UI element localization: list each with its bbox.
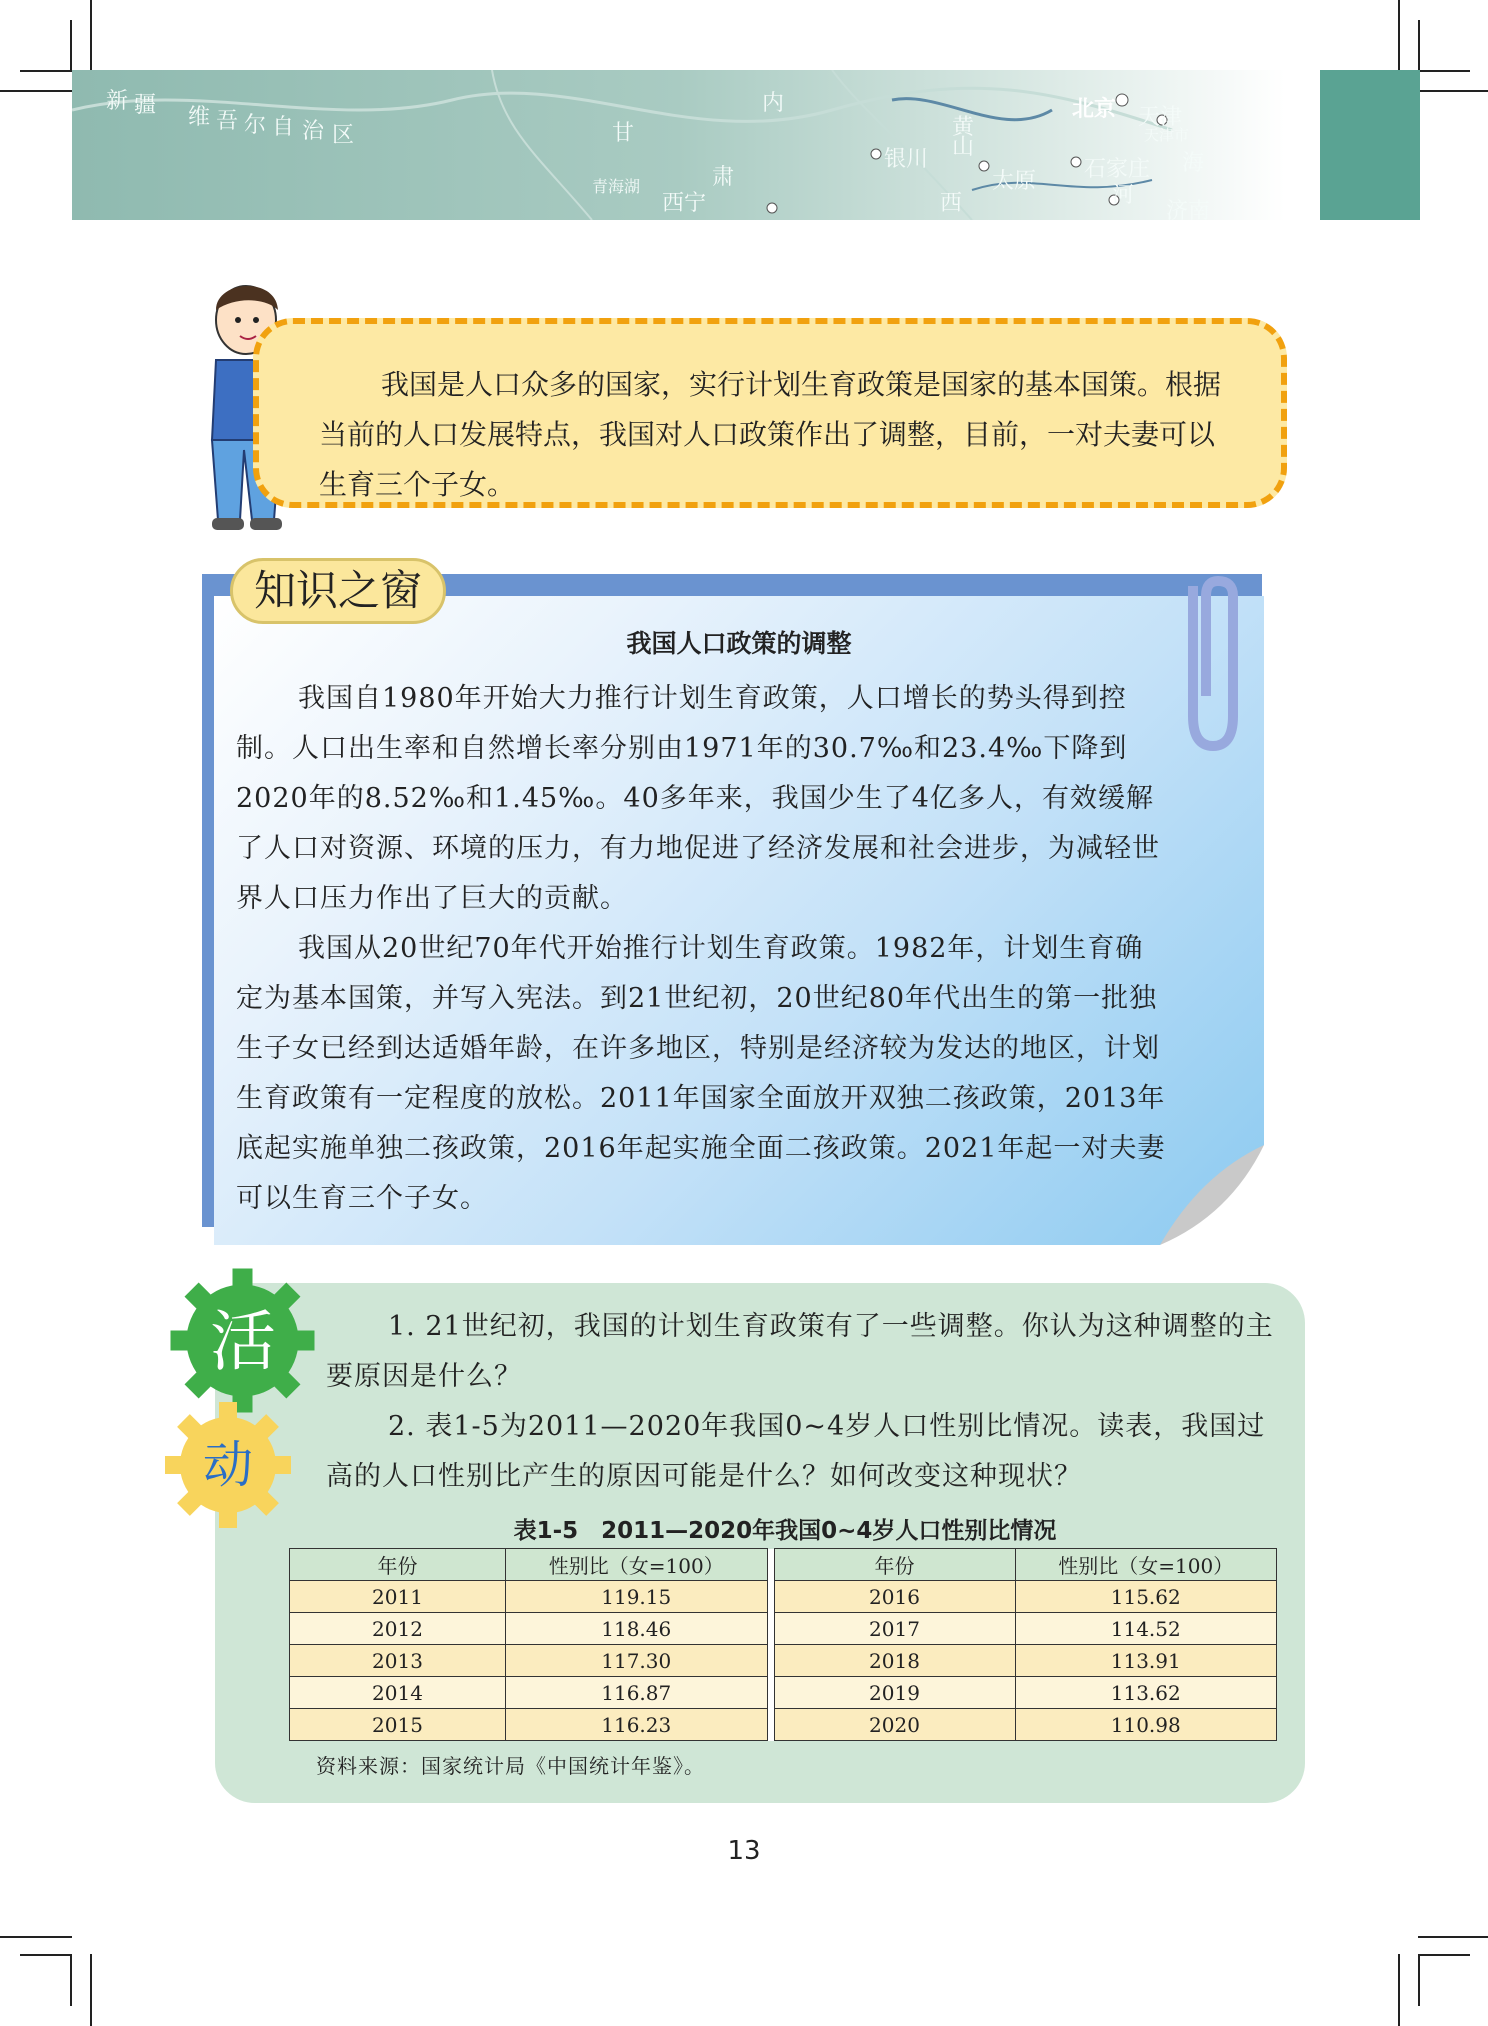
map-background bbox=[72, 70, 1420, 220]
map-label: 石家庄 bbox=[1084, 157, 1151, 182]
table-separator bbox=[767, 1613, 774, 1645]
table-cell: 2020 bbox=[774, 1709, 1015, 1741]
page-curl-icon bbox=[1160, 1145, 1264, 1245]
column-header: 性别比（女=100） bbox=[1015, 1549, 1277, 1581]
map-label: 区 bbox=[332, 123, 355, 148]
crop-mark bbox=[1418, 1954, 1470, 1956]
table-separator bbox=[767, 1709, 774, 1741]
map-label: 海 bbox=[1182, 151, 1205, 176]
sex-ratio-table bbox=[289, 1548, 1277, 1741]
table-cell: 115.62 bbox=[1015, 1581, 1277, 1613]
map-label: 天津市 bbox=[1144, 126, 1190, 144]
header-map-banner bbox=[72, 70, 1420, 220]
map-label: 疆 bbox=[134, 93, 157, 118]
crop-mark bbox=[1418, 1954, 1420, 2006]
paperclip-icon bbox=[1178, 576, 1248, 756]
table-cell: 114.52 bbox=[1015, 1613, 1277, 1645]
table-cell: 2011 bbox=[290, 1581, 506, 1613]
table-source-note: 资料来源：国家统计局《中国统计年鉴》。 bbox=[316, 1754, 705, 1778]
column-header: 年份 bbox=[774, 1549, 1015, 1581]
table-separator bbox=[767, 1549, 774, 1581]
table-cell: 2019 bbox=[774, 1677, 1015, 1709]
knowledge-window-body bbox=[236, 674, 1166, 1224]
map-label: 吾 bbox=[216, 109, 239, 134]
crop-mark bbox=[1418, 20, 1420, 72]
knowledge-window-badge: 知识之窗 bbox=[230, 558, 446, 624]
header-accent-tab bbox=[1320, 70, 1420, 220]
question: 1. 21世纪初，我国的计划生育政策有了一些调整。你认为这种调整的主要原因是什么？ bbox=[326, 1311, 1274, 1392]
crop-mark bbox=[90, 1954, 92, 2026]
table-cell: 117.30 bbox=[506, 1645, 768, 1677]
map-label: 肃 bbox=[712, 165, 735, 190]
crop-mark bbox=[1418, 70, 1470, 72]
table-cell: 2017 bbox=[774, 1613, 1015, 1645]
question: 2. 表1-5为2011—2020年我国0~4岁人口性别比情况。读表，我国过高的人口性别比产生的原因可能是什么？如何改变这种现状？ bbox=[326, 1411, 1266, 1492]
crop-mark bbox=[1418, 90, 1488, 92]
crop-mark bbox=[1418, 1936, 1488, 1938]
map-label: 治 bbox=[302, 119, 325, 144]
table-cell: 2015 bbox=[290, 1709, 506, 1741]
map-label: 银川 bbox=[884, 147, 929, 172]
crop-mark bbox=[20, 70, 72, 72]
crop-mark bbox=[0, 1936, 72, 1938]
table-cell: 2012 bbox=[290, 1613, 506, 1645]
map-label: 西宁 bbox=[662, 191, 707, 216]
crop-mark bbox=[1398, 1954, 1400, 2026]
paragraph: 我国从20世纪70年代开始推行计划生育政策。1982年，计划生育确定为基本国策，并写入宪法。到21世纪初，20世纪80年代出生的第一批独生子女已经到达适婚年龄，在许多地区，特别是经济较为发达的地区，计划生育政策有一定程度的放松。2011年国家全面放开双独二孩政策，2013年底起实施单独二孩政策，2016年起实施全面二孩政策。2021年起一对夫妻可以生育三个子女。 bbox=[236, 933, 1166, 1214]
table-row bbox=[290, 1613, 1277, 1645]
map-label: 济南 bbox=[1166, 199, 1211, 220]
table-cell: 110.98 bbox=[1015, 1709, 1277, 1741]
column-header: 性别比（女=100） bbox=[506, 1549, 768, 1581]
table-cell: 113.62 bbox=[1015, 1677, 1277, 1709]
page-number: 13 bbox=[727, 1836, 761, 1866]
crop-mark bbox=[70, 20, 72, 72]
table-cell: 2016 bbox=[774, 1581, 1015, 1613]
map-label: 西 bbox=[940, 191, 963, 216]
paragraph: 我国自1980年开始大力推行计划生育政策，人口增长的势头得到控制。人口出生率和自然增长率分别由1971年的30.7‰和23.4‰下降到2020年的8.52‰和1.45‰。40多年来，我国少生了4亿多人，有效缓解了人口对资源、环境的压力，有力地促进了经济发展和社会进步，为减轻世界人口压力作出了巨大的贡献。 bbox=[236, 683, 1160, 914]
map-label: 青海湖 bbox=[592, 177, 641, 196]
map-label: 维 bbox=[188, 105, 211, 130]
crop-mark bbox=[0, 90, 72, 92]
table-separator bbox=[767, 1645, 774, 1677]
table-caption: 表1-5 2011—2020年我国0~4岁人口性别比情况 bbox=[513, 1518, 1057, 1544]
table-separator bbox=[767, 1581, 774, 1613]
crop-mark bbox=[70, 1954, 72, 2006]
activity-label-char: 活 bbox=[210, 1303, 276, 1380]
crop-mark bbox=[20, 1954, 72, 1956]
map-label: 甘 bbox=[612, 121, 635, 146]
table-row bbox=[290, 1677, 1277, 1709]
activity-questions bbox=[326, 1302, 1286, 1502]
table-cell: 2014 bbox=[290, 1677, 506, 1709]
table-cell: 116.23 bbox=[506, 1709, 768, 1741]
column-header: 年份 bbox=[290, 1549, 506, 1581]
map-label: 河 bbox=[1112, 183, 1135, 208]
map-label: 山 bbox=[952, 135, 975, 160]
map-label: 黄 bbox=[952, 115, 975, 140]
table-row bbox=[290, 1709, 1277, 1741]
map-label: 天津 bbox=[1138, 105, 1183, 130]
table-row bbox=[290, 1645, 1277, 1677]
crop-mark bbox=[90, 0, 92, 72]
table-cell: 119.15 bbox=[506, 1581, 768, 1613]
crop-mark bbox=[1398, 0, 1400, 72]
table-cell: 2018 bbox=[774, 1645, 1015, 1677]
map-label: 尔 bbox=[244, 113, 267, 138]
table-row bbox=[290, 1581, 1277, 1613]
knowledge-window-title: 我国人口政策的调整 bbox=[626, 629, 852, 658]
table-cell: 116.87 bbox=[506, 1677, 768, 1709]
map-label: 北京 bbox=[1072, 97, 1117, 122]
map-label: 太原 bbox=[992, 169, 1037, 194]
map-label: 自 bbox=[272, 115, 295, 140]
table-cell: 2013 bbox=[290, 1645, 506, 1677]
map-label: 内 bbox=[762, 91, 785, 116]
table-header-row bbox=[290, 1549, 1277, 1581]
table-cell: 113.91 bbox=[1015, 1645, 1277, 1677]
table-separator bbox=[767, 1677, 774, 1709]
speech-bubble bbox=[253, 318, 1287, 508]
table-cell: 118.46 bbox=[506, 1613, 768, 1645]
map-label: 新 bbox=[106, 89, 129, 114]
activity-label-char: 动 bbox=[203, 1436, 253, 1494]
bubble-text: 我国是人口众多的国家，实行计划生育政策是国家的基本国策。根据当前的人口发展特点，我国对人口政策作出了调整，目前，一对夫妻可以生育三个子女。 bbox=[319, 368, 1222, 501]
